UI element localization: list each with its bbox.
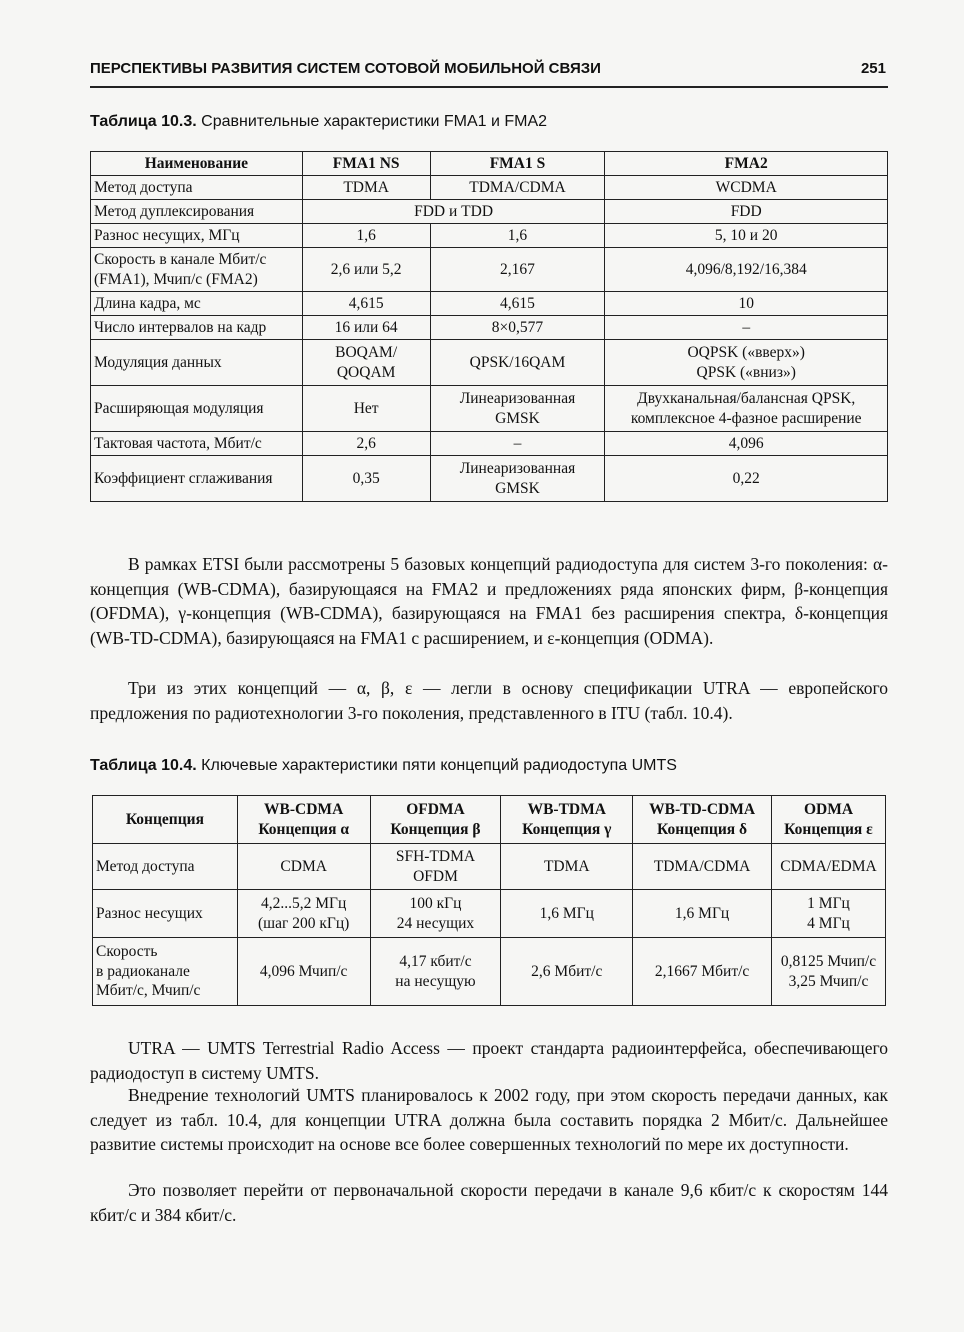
cell-line: 4,2...5,2 МГц <box>261 895 347 913</box>
table-cell <box>302 340 430 386</box>
cell-line: Линеаризованная <box>459 460 576 478</box>
cell-line: GMSK <box>495 479 540 497</box>
table-cell: Разнос несущих, МГц <box>91 224 303 248</box>
table-row <box>91 224 888 248</box>
table-cell: 5, 10 и 20 <box>605 224 888 248</box>
table-cell: 4,096/8,192/16,384 <box>605 248 888 292</box>
cell-line: WB-TDMA <box>527 801 606 819</box>
cell-line: комплексное 4-фазное расширение <box>630 409 862 427</box>
cell-line: в радиоканале <box>96 962 190 980</box>
table-cell <box>237 890 370 938</box>
table-row <box>91 386 888 432</box>
table2-caption <box>90 757 677 775</box>
table-cell: Длина кадра, мс <box>91 292 303 316</box>
cell-line: QOQAM <box>336 363 396 381</box>
table-cell <box>370 890 501 938</box>
paragraph-text: Это позволяет перейти от первоначальной скорости передачи в канале 9,6 кбит/с к скоростям 144 кбит/с и 384 кбит/с. <box>90 1180 888 1225</box>
table-row <box>91 316 888 340</box>
table1-caption <box>90 113 547 131</box>
table-cell: FDD <box>605 200 888 224</box>
paragraph-text: UTRA — UMTS Terrestrial Radio Access — проект стандарта радиоинтерфейса, обеспечивающего радиодоступ в систему UMTS. <box>90 1038 888 1083</box>
table-cell: CDMA <box>237 844 370 890</box>
cell-line: BOQAM/ <box>335 344 398 362</box>
table-cell: Коэффициент сглаживания <box>91 456 303 502</box>
paragraph-text: В рамках ETSI были рассмотрены 5 базовых концепций радиодоступа для систем 3-го поколения: α-концепция (WB-CDMA), базирующаяся на FMA2 и предложениях ряда японских фирм, β-концепция (OFDMA), γ-концепция (WB-CDMA), базирующаяся на FMA1 без расширения спектра, δ-концепция (WB-TD-CDMA), базирующаяся на FMA1 с расширением, и ε-концепция (ODMA). <box>90 554 888 648</box>
cell-line: Мбит/с, Мчип/с <box>96 982 201 1000</box>
table-row <box>93 890 886 938</box>
cell-line: 100 кГц <box>409 895 462 913</box>
running-title: ПЕРСПЕКТИВЫ РАЗВИТИЯ СИСТЕМ СОТОВОЙ МОБИЛЬНОЙ СВЯЗИ <box>90 60 601 77</box>
paragraph-text: Внедрение технологий UMTS планировалось к 2002 году, при этом скорость передачи данных, как следует из табл. 10.4, для концепции UTRA должна была составить порядка 2 Мбит/с. Дальнейшее развитие системы происходит на основе все более совершенных технологий по мере их доступности. <box>90 1085 888 1154</box>
table-cell: FDD и TDD <box>302 200 605 224</box>
table-row <box>91 248 888 292</box>
table1-caption-text: Сравнительные характеристики FMA1 и FMA2 <box>196 113 548 130</box>
table-cell <box>93 938 238 1006</box>
table-header-cell: FMA1 NS <box>302 152 430 176</box>
table-cell: 16 или 64 <box>302 316 430 340</box>
paragraph-speed-transition <box>90 1178 888 1227</box>
table-header-cell <box>370 796 501 844</box>
table2-caption-label: Таблица 10.4. <box>90 757 197 774</box>
paragraph-utra-basis <box>90 676 888 725</box>
paragraph-utra-definition <box>90 1036 888 1085</box>
table2-caption-text: Ключевые характеристики пяти концепций радиодоступа UMTS <box>196 757 677 774</box>
table-header-cell <box>501 796 633 844</box>
table-row <box>93 844 886 890</box>
table-cell: 4,096 <box>605 432 888 456</box>
table-cell: Нет <box>302 386 430 432</box>
table-cell <box>91 248 303 292</box>
table-cell <box>772 890 886 938</box>
table-cell <box>605 340 888 386</box>
table-cell: 1,6 <box>430 224 605 248</box>
cell-line: WB-TD-CDMA <box>649 801 756 819</box>
cell-line: ODMA <box>803 801 854 819</box>
table-cell: 0,35 <box>302 456 430 502</box>
table-cell: 2,6 или 5,2 <box>302 248 430 292</box>
table-row <box>93 938 886 1006</box>
table-cell: Число интервалов на кадр <box>91 316 303 340</box>
table-row <box>91 456 888 502</box>
cell-line: SFH-TDMA <box>395 848 476 866</box>
table-row <box>93 796 886 844</box>
cell-line: 0,8125 Мчип/с <box>780 953 877 971</box>
table-cell <box>370 938 501 1006</box>
cell-line: (шаг 200 кГц) <box>258 914 350 932</box>
cell-line: WB-CDMA <box>264 801 344 819</box>
cell-line: QPSK («вниз») <box>696 363 796 381</box>
table-cell <box>772 938 886 1006</box>
table-cell: Модуляция данных <box>91 340 303 386</box>
table-10-4 <box>92 795 886 1006</box>
table-cell: 8×0,577 <box>430 316 605 340</box>
cell-line: Концепция γ <box>522 820 612 838</box>
table-cell: 4,096 Мчип/с <box>237 938 370 1006</box>
table-row <box>91 292 888 316</box>
table-row <box>91 152 888 176</box>
table-row <box>91 200 888 224</box>
cell-line: Концепция δ <box>657 820 748 838</box>
paragraph-umts-deployment <box>90 1083 888 1157</box>
table-header-cell <box>633 796 772 844</box>
table-cell: Метод доступа <box>93 844 238 890</box>
table-row <box>91 432 888 456</box>
cell-line: Линеаризованная <box>459 390 576 408</box>
table-cell <box>605 386 888 432</box>
table-header-cell: FMA1 S <box>430 152 605 176</box>
table-cell: WCDMA <box>605 176 888 200</box>
cell-line: 3,25 Мчип/с <box>788 972 869 990</box>
table1-caption-label: Таблица 10.3. <box>90 113 197 130</box>
cell-line: OQPSK («вверх») <box>687 344 805 362</box>
table-cell: CDMA/EDMA <box>772 844 886 890</box>
page-number: 251 <box>860 60 886 77</box>
cell-line: GMSK <box>495 409 540 427</box>
table-cell: – <box>430 432 605 456</box>
table-cell: 1,6 <box>302 224 430 248</box>
table-cell: 2,1667 Мбит/с <box>633 938 772 1006</box>
table-row <box>91 340 888 386</box>
table-cell: 2,6 <box>302 432 430 456</box>
cell-line: Двухканальная/балансная QPSK, <box>637 390 856 408</box>
cell-line: Концепция β <box>390 820 481 838</box>
table-cell: QPSK/16QAM <box>430 340 605 386</box>
table-cell: 1,6 МГц <box>633 890 772 938</box>
table-cell <box>430 456 605 502</box>
table-header-cell: Наименование <box>91 152 303 176</box>
table-cell: Расширяющая модуляция <box>91 386 303 432</box>
table-cell: TDMA <box>302 176 430 200</box>
table-cell: 4,615 <box>302 292 430 316</box>
table-header-cell <box>772 796 886 844</box>
table-header-cell <box>237 796 370 844</box>
cell-line: OFDM <box>413 867 458 885</box>
paragraph-text: Три из этих концепций — α, β, ε — легли в основу спецификации UTRA — европейского предложения по радиотехнологии 3-го поколения, представленного в ITU (табл. 10.4). <box>90 678 888 723</box>
table-cell: Метод доступа <box>91 176 303 200</box>
table-cell: 2,167 <box>430 248 605 292</box>
table-cell: – <box>605 316 888 340</box>
cell-line: 4 МГц <box>807 914 850 932</box>
table-cell: TDMA <box>501 844 633 890</box>
cell-line: (FMA1), Мчип/с (FMA2) <box>94 270 258 288</box>
cell-line: на несущую <box>395 972 476 990</box>
table-cell: Метод дуплексирования <box>91 200 303 224</box>
running-header <box>90 60 888 88</box>
table-row <box>91 176 888 200</box>
table-cell: 0,22 <box>605 456 888 502</box>
cell-line: Скорость в канале Мбит/с <box>94 251 267 269</box>
table-cell: Тактовая частота, Мбит/с <box>91 432 303 456</box>
table-cell: 10 <box>605 292 888 316</box>
cell-line: Концепция ε <box>784 820 873 838</box>
table-cell: 2,6 Мбит/с <box>501 938 633 1006</box>
cell-line: 24 несущих <box>396 914 475 932</box>
cell-line: 4,17 кбит/с <box>399 953 472 971</box>
table-cell <box>430 386 605 432</box>
paragraph-etsi-concepts <box>90 552 888 650</box>
table-cell: 4,615 <box>430 292 605 316</box>
table-cell: Разнос несущих <box>93 890 238 938</box>
table-cell: 1,6 МГц <box>501 890 633 938</box>
cell-line: 1 МГц <box>807 895 850 913</box>
table-10-3 <box>90 151 888 502</box>
table-header-cell: Концепция <box>93 796 238 844</box>
cell-line: OFDMA <box>406 801 465 819</box>
table-cell <box>370 844 501 890</box>
table-cell: TDMA/CDMA <box>633 844 772 890</box>
cell-line: Концепция α <box>258 820 349 838</box>
cell-line: Скорость <box>96 943 158 961</box>
table-cell: TDMA/CDMA <box>430 176 605 200</box>
table-header-cell: FMA2 <box>605 152 888 176</box>
